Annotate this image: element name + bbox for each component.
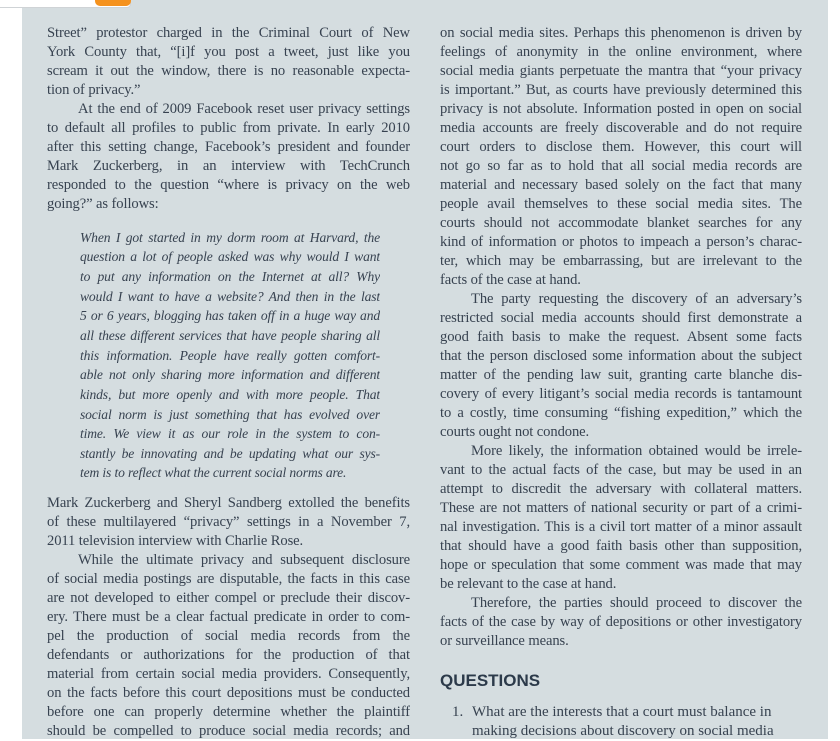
text-line: defendants or authorizations for the production of that [47, 647, 410, 664]
text-line: While the ultimate privacy and subsequent disclosure [78, 552, 410, 569]
question-item [440, 703, 802, 741]
text-line: not go so far as to hold that all social media records are [440, 158, 802, 174]
quote-line: kinds, but more openly and with more people. That [80, 386, 380, 402]
text-line: covery of every litigant’s social media records is tantamount [440, 386, 802, 402]
text-line: people avail themselves to these social media sites. The [440, 196, 802, 212]
text-line: attempt to discredit the adversary with collateral matters. [440, 481, 802, 497]
text-line: ery. There must be a clear factual predicate in order to com- [47, 609, 410, 626]
text-line: Therefore, the parties should proceed to discover the [471, 595, 802, 611]
text-line: media accounts are freely discoverable and do not require [440, 120, 802, 136]
text-line: are not developed to either compel or preclude their discov- [47, 590, 410, 607]
text-line: matter of the pending law suit, granting carte blanche dis- [440, 367, 802, 383]
text-line: on the facts before this court depositions must be conducted [47, 685, 410, 702]
viewer-toolbar [0, 0, 131, 8]
quote-line: When I got started in my dorm room at Harvard, the [80, 229, 380, 245]
text-line: going?” as follows: [47, 196, 159, 212]
quote-line: would I want to have a website? And then in the last [80, 288, 380, 304]
toolbar-action-button[interactable] [95, 0, 131, 6]
text-line: before one can properly determine whether the plaintiff [47, 704, 410, 721]
text-line: court orders to disclose them. However, this court will [440, 139, 802, 155]
paragraph [47, 551, 410, 741]
text-line: Street” protestor charged in the Criminal Court of New [47, 25, 410, 41]
text-line: privacy is not absolute. Information posted in open on social [440, 101, 802, 117]
paragraph [47, 494, 410, 551]
text-line: courts should not accommodate blanket searches for any [440, 215, 802, 231]
quote-line: this information. People have really gotten comfort- [80, 347, 380, 363]
quote-line: social norm is just something that has evolved over [80, 406, 380, 422]
text-line: material from certain social media providers. Consequently, [47, 666, 410, 683]
text-line: 2011 television interview with Charlie Rose. [47, 533, 304, 550]
text-line: or surveillance means. [440, 633, 569, 649]
quote-line: time. We view it as our role in the system to con- [80, 426, 380, 442]
text-line: These are not matters of national security or part of a crimi- [440, 500, 802, 516]
quote-line: tem is to reflect what the current social norms are. [80, 465, 347, 481]
question-text-line: making decisions about discovery on social media [472, 722, 774, 739]
text-line: is important.” But, as courts have previously determined this [440, 82, 802, 98]
paragraph [440, 442, 802, 594]
text-line: facts of the case at hand. [440, 272, 581, 288]
text-line: of social media postings are disputable, the facts in this case [47, 571, 410, 588]
text-line: courts ought not condone. [440, 424, 590, 440]
text-line: to a costly, time consuming “fishing expedition,” which the [440, 405, 802, 421]
quote-line: able not only sharing more information and different [80, 367, 380, 383]
text-line: nal investigation. This is a civil tort matter of a minor assault [440, 519, 802, 535]
text-line: scream it out the window, there is no reasonable expecta- [47, 63, 410, 79]
text-line: Mark Zuckerberg, in an interview with TechCrunch [47, 158, 410, 174]
text-line: after this setting change, Facebook’s president and founder [47, 139, 410, 155]
text-line: Mark Zuckerberg and Sheryl Sandberg extolled the benefits [47, 495, 410, 512]
question-text-line: What are the interests that a court must balance in [472, 703, 772, 720]
text-line: facts of the case by way of depositions or other investigatory [440, 614, 802, 630]
right-column [440, 24, 802, 741]
text-line: on social media sites. Perhaps this phenomenon is driven by [440, 25, 802, 41]
text-line: good faith basis to make the request. Absent some facts [440, 329, 802, 345]
text-line: restricted social media accounts should first demonstrate a [440, 310, 802, 326]
quote-line: stantly be innovating and be updating what our sys- [80, 445, 380, 461]
text-line: that should have a good faith basis other than supposition, [440, 538, 802, 554]
text-line: York County that, “[i]f you post a tweet, just like you [47, 44, 410, 60]
paragraph [47, 100, 410, 214]
quote-line: to put any information on the Internet at all? Why [80, 268, 380, 284]
text-line: More likely, the information obtained would be irrele- [471, 443, 802, 459]
text-line: be relevant to the case at hand. [440, 576, 617, 592]
section-heading: QUESTIONS [440, 671, 541, 690]
text-line: to default all profiles to public from private. In early 2010 [47, 120, 410, 136]
text-line: tion of privacy.” [47, 82, 141, 98]
text-line: responded to the question “where is privacy on the web [47, 177, 410, 193]
text-line: vant to the actual facts of the case, but may be used in an [440, 462, 802, 478]
text-line: hope or speculation that some comment was made that may [440, 557, 802, 573]
text-line: feelings of anonymity in the online environment, where [440, 44, 802, 60]
question-number: 1. [452, 703, 464, 720]
quote-line: question a lot of people asked was why would I want [80, 249, 380, 265]
text-line: pel the production of social media records from the [47, 628, 410, 645]
paragraph [440, 594, 802, 651]
quote-line: 5 or 6 years, blogging has taken off in a huge way and [80, 308, 380, 324]
text-line: of these multilayered “privacy” settings in a November 7, [47, 514, 410, 531]
paragraph [440, 290, 802, 442]
paragraph [440, 24, 802, 290]
paragraph [47, 24, 410, 100]
quote-line: all these different services that have people sharing all [80, 327, 380, 343]
text-line: should be compelled to produce social media records; and [47, 723, 410, 740]
text-line: that the person disclosed some information about the subject [440, 348, 802, 364]
text-line: ter, which may be embarrassing, but are irrelevant to the [440, 253, 802, 269]
text-line: At the end of 2009 Facebook reset user privacy settings [78, 101, 410, 117]
block-quote [80, 228, 380, 484]
text-line: kind of information or photos to impeach a person’s charac- [440, 234, 802, 250]
left-column [47, 24, 410, 741]
text-line: The party requesting the discovery of an adversary’s [471, 291, 802, 307]
text-line: material and necessary based solely on the fact that many [440, 177, 802, 193]
text-line: social media giants perpetuate the mantra that “your privacy [440, 63, 802, 79]
question-list [440, 703, 802, 741]
